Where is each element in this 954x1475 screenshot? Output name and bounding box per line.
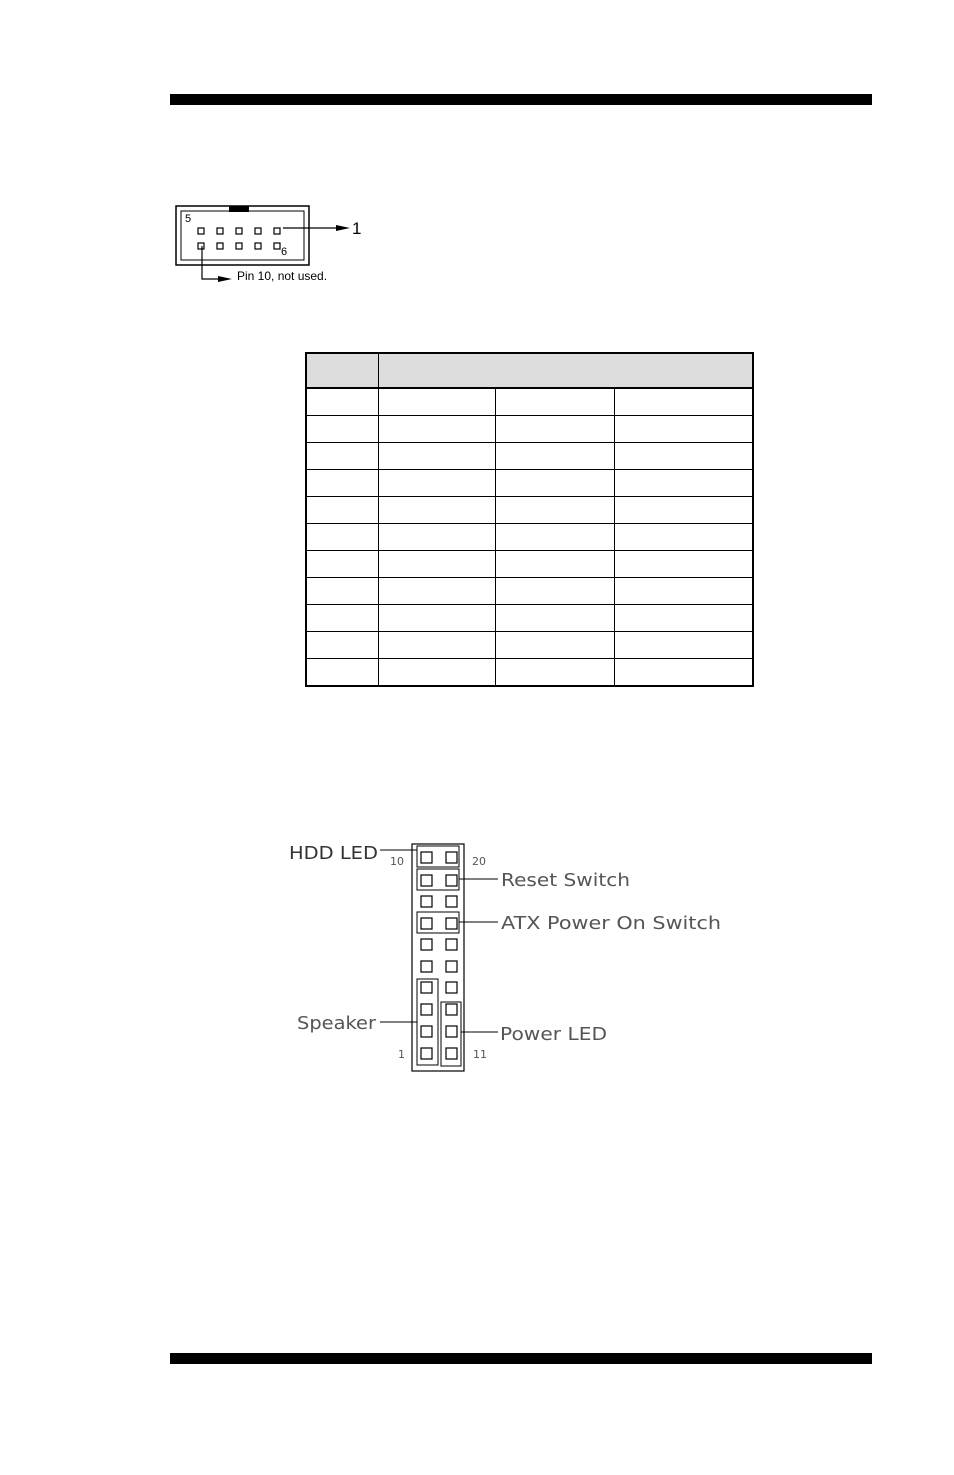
- table-cell: [495, 388, 614, 416]
- panel-pin: [421, 875, 432, 886]
- pin-assignment-table: [305, 352, 754, 687]
- hdd-led-label: HDD LED: [289, 843, 378, 864]
- table-cell: [306, 578, 378, 605]
- atx-power-on-switch-label: ATX Power On Switch: [501, 913, 721, 934]
- table-row: [306, 605, 753, 632]
- pin-1-label: 1: [398, 1048, 405, 1061]
- table-cell: [495, 497, 614, 524]
- panel-pin: [421, 961, 432, 972]
- table-row: [306, 388, 753, 416]
- pin10-note: Pin 10, not used.: [237, 269, 328, 283]
- table-row: [306, 551, 753, 578]
- table-cell: [378, 578, 495, 605]
- table-cell: [495, 443, 614, 470]
- connector-pin: [236, 228, 242, 234]
- panel-pin: [446, 918, 457, 929]
- table-cell: [495, 632, 614, 659]
- connector-pin: [217, 228, 223, 234]
- panel-pin: [446, 961, 457, 972]
- table-cell: [306, 416, 378, 443]
- pin-20-label: 20: [472, 855, 486, 868]
- connector-pin: [274, 243, 280, 249]
- connector-pin: [236, 243, 242, 249]
- table-row: [306, 578, 753, 605]
- pin-label-1: 1: [352, 219, 362, 238]
- connector-pin: [198, 243, 204, 249]
- table-body: [306, 388, 753, 686]
- table-cell: [378, 388, 495, 416]
- connector-key: [229, 206, 249, 212]
- connector-pin: [255, 228, 261, 234]
- table-cell: [614, 551, 753, 578]
- panel-pin: [446, 982, 457, 993]
- table-cell: [495, 551, 614, 578]
- table-cell: [306, 443, 378, 470]
- pin1-arrow-icon: [336, 225, 350, 231]
- table-cell: [378, 497, 495, 524]
- panel-pin: [421, 1048, 432, 1059]
- table-cell: [614, 388, 753, 416]
- panel-pin: [446, 1004, 457, 1015]
- table-cell: [495, 470, 614, 497]
- panel-pin: [446, 875, 457, 886]
- table-cell: [306, 605, 378, 632]
- table-cell: [378, 551, 495, 578]
- panel-pin: [421, 852, 432, 863]
- table-cell: [495, 659, 614, 687]
- table-cell: [306, 632, 378, 659]
- panel-pin: [421, 982, 432, 993]
- panel-pin: [421, 1004, 432, 1015]
- pin10-arrow-icon: [218, 276, 232, 282]
- connector-pin: [255, 243, 261, 249]
- connector-pin: [198, 228, 204, 234]
- table-cell: [378, 470, 495, 497]
- table-row: [306, 524, 753, 551]
- table-cell: [614, 659, 753, 687]
- panel-pin: [421, 918, 432, 929]
- table-header-cell: [306, 353, 378, 388]
- panel-pin: [421, 939, 432, 950]
- table-cell: [306, 388, 378, 416]
- table-row: [306, 497, 753, 524]
- table-cell: [495, 416, 614, 443]
- panel-pin: [446, 939, 457, 950]
- connector-outer: [176, 206, 309, 265]
- table-cell: [614, 524, 753, 551]
- panel-pin: [446, 1026, 457, 1037]
- reset-switch-label: Reset Switch: [501, 870, 630, 891]
- pin-11-label: 11: [473, 1048, 487, 1061]
- pin-label-6: 6: [281, 246, 288, 258]
- connector-pin: [217, 243, 223, 249]
- table-header-cell: [378, 353, 753, 388]
- panel-pin: [421, 896, 432, 907]
- usb-header-diagram: [170, 200, 370, 290]
- panel-pin: [421, 1026, 432, 1037]
- table-cell: [614, 470, 753, 497]
- pin-label-5: 5: [185, 213, 192, 225]
- panel-pin: [446, 896, 457, 907]
- table-cell: [378, 632, 495, 659]
- panel-pin: [446, 852, 457, 863]
- table-cell: [614, 578, 753, 605]
- table-row: [306, 416, 753, 443]
- table-cell: [306, 524, 378, 551]
- table-cell: [306, 551, 378, 578]
- pin-10-label: 10: [390, 855, 404, 868]
- table-cell: [378, 443, 495, 470]
- top-rule: [170, 94, 872, 105]
- front-panel-diagram: [270, 830, 740, 1080]
- table-cell: [306, 497, 378, 524]
- connector-pin: [274, 228, 280, 234]
- table-cell: [495, 524, 614, 551]
- table-cell: [495, 605, 614, 632]
- table-cell: [306, 659, 378, 687]
- speaker-label: Speaker: [297, 1013, 377, 1034]
- table-header-row: [306, 353, 753, 388]
- table-row: [306, 470, 753, 497]
- table-row: [306, 443, 753, 470]
- table-cell: [306, 470, 378, 497]
- table-cell: [495, 578, 614, 605]
- table-cell: [614, 443, 753, 470]
- table-cell: [378, 416, 495, 443]
- power-led-label: Power LED: [500, 1024, 607, 1045]
- table-cell: [614, 605, 753, 632]
- table-cell: [614, 497, 753, 524]
- table-row: [306, 659, 753, 687]
- table-cell: [614, 632, 753, 659]
- table-cell: [614, 416, 753, 443]
- table-row: [306, 632, 753, 659]
- bottom-rule: [170, 1353, 872, 1364]
- table-cell: [378, 659, 495, 687]
- table-cell: [378, 524, 495, 551]
- table-cell: [378, 605, 495, 632]
- panel-pin: [446, 1048, 457, 1059]
